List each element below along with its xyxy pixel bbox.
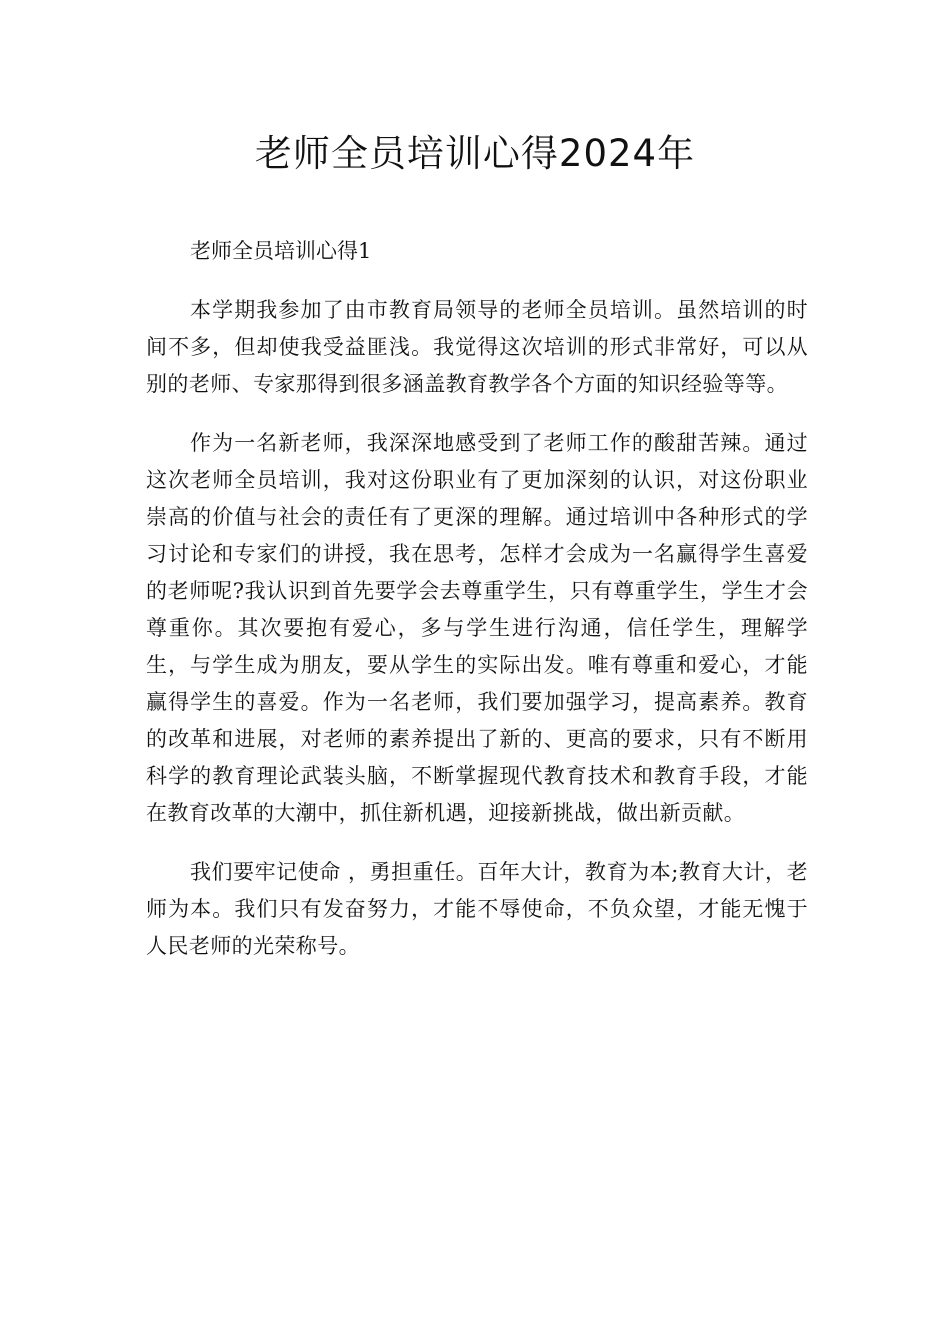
- document-body: [146, 233, 808, 987]
- paragraph-1: 本学期我参加了由市教育局领导的老师全员培训。虽然培训的时间不多，但却使我受益匪浅。我觉得这次培训的形式非常好，可以从别的老师、专家那得到很多涵盖教育教学各个方面的知识经验等等。: [146, 298, 808, 396]
- paragraph-3: 我们要牢记使命 ，勇担重任。百年大计，教育为本;教育大计，老师为本。我们只有发奋努力，才能不辱使命，不负众望，才能无愧于人民老师的光荣称号。: [146, 860, 808, 958]
- paragraph-2: 作为一名新老师，我深深地感受到了老师工作的酸甜苦辣。通过这次老师全员培训，我对这份职业有了更加深刻的认识，对这份职业崇高的价值与社会的责任有了更深的理解。通过培训中各种形式的学习讨论和专家们的讲授，我在思考，怎样才会成为一名赢得学生喜爱的老师呢?我认识到首先要学会去尊重学生，只有尊重学生，学生才会尊重你。其次要抱有爱心，多与学生进行沟通，信任学生，理解学生，与学生成为朋友，要从学生的实际出发。唯有尊重和爱心，才能赢得学生的喜爱。作为一名老师，我们要加强学习，提高素养。教育的改革和进展，对老师的素养提出了新的、更高的要求，只有不断用科学的教育理论武装头脑，不断掌握现代教育技术和教育手段，才能在教育改革的大潮中，抓住新机遇，迎接新挑战，做出新贡献。: [146, 431, 808, 825]
- section-heading: 老师全员培训心得1: [190, 239, 372, 263]
- document-title: 老师全员培训心得2024年: [254, 132, 696, 175]
